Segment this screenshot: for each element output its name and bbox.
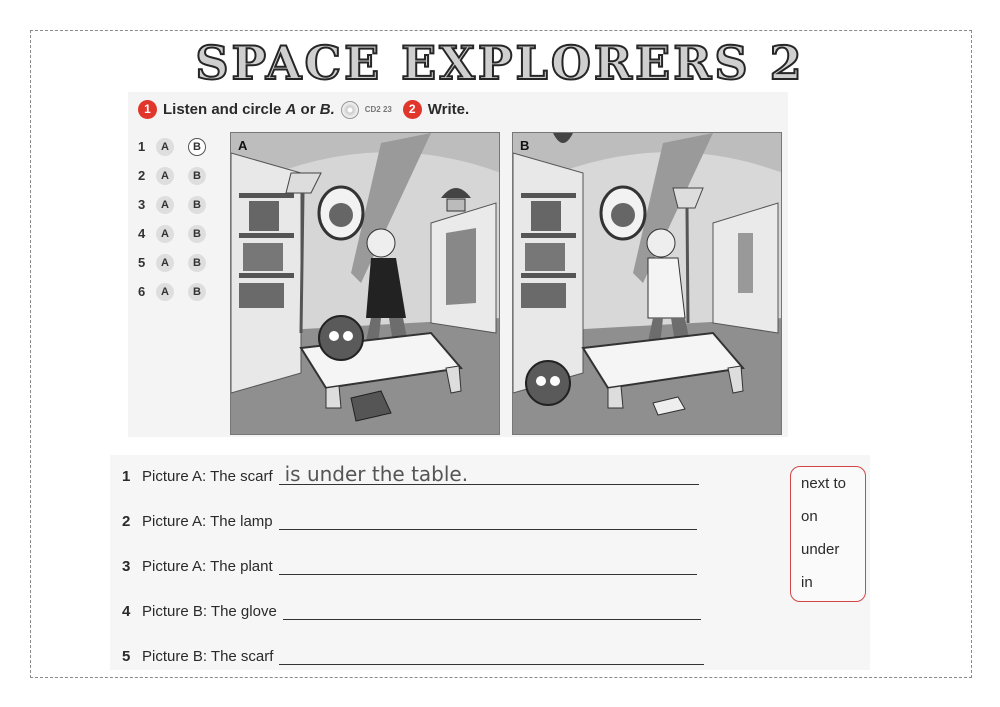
write-answer-line[interactable] <box>279 507 697 530</box>
answer-number: 3 <box>138 197 146 212</box>
option-a-circle[interactable]: A <box>156 225 174 243</box>
write-answer-line[interactable] <box>279 552 697 575</box>
room-illustration-a <box>231 133 500 435</box>
word-bank-item: next to <box>801 475 847 492</box>
answer-row <box>138 219 220 248</box>
write-answer-line[interactable] <box>279 642 704 665</box>
write-number: 3 <box>122 558 131 575</box>
exercise-1-badge: 1 <box>138 100 157 119</box>
option-b-circle[interactable]: B <box>188 283 206 301</box>
option-b-circle[interactable]: B <box>188 225 206 243</box>
cd-track-label: CD2 23 <box>364 104 392 114</box>
answer-row <box>138 161 220 190</box>
answer-row <box>138 132 220 161</box>
answer-row <box>138 248 220 277</box>
option-b-circle-selected[interactable]: B <box>188 138 206 156</box>
exercise-2-instruction: Write. <box>427 101 470 118</box>
write-row-1 <box>122 462 699 485</box>
instructions-row <box>138 100 469 119</box>
cd-icon <box>341 101 359 119</box>
exercise-2-badge: 2 <box>403 100 422 119</box>
answer-number: 4 <box>138 226 146 241</box>
option-b-circle[interactable]: B <box>188 254 206 272</box>
write-prompt: Picture A: The lamp <box>142 513 273 530</box>
answer-number: 5 <box>138 255 146 270</box>
word-bank <box>790 466 866 602</box>
picture-a-label: A <box>238 138 248 153</box>
word-bank-item: on <box>801 508 818 525</box>
exercise-1-instruction: Listen and circle A or B. <box>163 101 335 118</box>
handwritten-answer: is under the table. <box>284 462 469 486</box>
option-a-circle[interactable]: A <box>156 283 174 301</box>
write-prompt: Picture B: The scarf <box>142 648 274 665</box>
write-answer-line[interactable] <box>279 462 699 485</box>
option-b-circle[interactable]: B <box>188 196 206 214</box>
option-a-circle[interactable]: A <box>156 254 174 272</box>
word-bank-item: under <box>801 541 840 558</box>
write-prompt: Picture B: The glove <box>142 603 277 620</box>
write-number: 5 <box>122 648 131 665</box>
write-prompt: Picture A: The plant <box>142 558 273 575</box>
option-a-circle[interactable]: A <box>156 138 174 156</box>
write-number: 1 <box>122 468 131 485</box>
option-a-circle[interactable]: A <box>156 167 174 185</box>
option-a-circle[interactable]: A <box>156 196 174 214</box>
picture-a <box>230 132 500 435</box>
picture-b <box>512 132 782 435</box>
write-number: 4 <box>122 603 131 620</box>
answer-row <box>138 190 220 219</box>
answer-number: 6 <box>138 284 146 299</box>
write-number: 2 <box>122 513 131 530</box>
option-b-circle[interactable]: B <box>188 167 206 185</box>
write-row-4 <box>122 597 701 620</box>
answer-row <box>138 277 220 306</box>
answer-number: 1 <box>138 139 146 154</box>
word-bank-item: in <box>801 574 813 591</box>
write-answer-line[interactable] <box>283 597 701 620</box>
picture-b-label: B <box>520 138 530 153</box>
worksheet-title: SPACE EXPLORERS 2 <box>195 36 805 90</box>
room-illustration-b <box>513 133 782 435</box>
answer-grid <box>138 132 220 306</box>
write-row-3 <box>122 552 697 575</box>
answer-number: 2 <box>138 168 146 183</box>
write-row-5 <box>122 642 704 665</box>
write-row-2 <box>122 507 697 530</box>
write-prompt: Picture A: The scarf <box>142 468 273 485</box>
